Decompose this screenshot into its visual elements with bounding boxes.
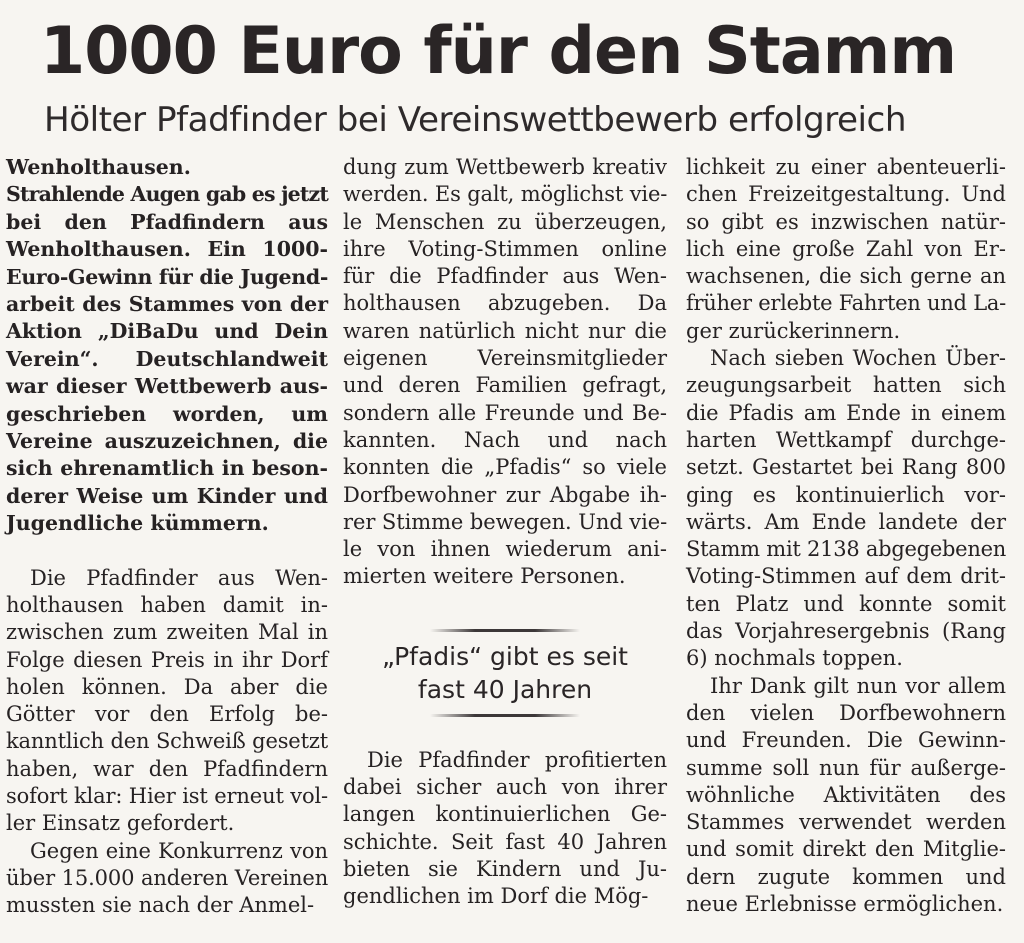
text-column-1: [6, 154, 328, 920]
text-line: Dorfbewohner zur Abgabe ih-: [343, 482, 667, 507]
body-paragraph: [343, 747, 667, 911]
text-line: Verein“. Deutschlandweit: [6, 346, 328, 371]
text-line: wachsenen, die sich gerne an: [686, 264, 1006, 289]
text-line: Stamm mit 2138 abgegebenen: [686, 537, 1006, 562]
text-line: mierten weitere Personen.: [343, 564, 626, 589]
text-line: lich eine große Zahl von Er-: [686, 236, 1006, 261]
text-line: ging es kontinuierlich vor-: [686, 482, 1006, 507]
text-line: geschrieben worden, um: [6, 401, 328, 426]
text-line: wärts. Am Ende landete der: [686, 509, 1006, 534]
text-line: früher erlebte Fahrten und La-: [686, 291, 1006, 316]
text-line: zeugungsarbeit hatten sich: [686, 373, 1006, 398]
text-line: Vereine auszuzeichnen, die: [6, 429, 328, 454]
text-line: Gegen eine Konkurrenz von: [30, 838, 328, 863]
sub-heading-line: „Pfadis“ gibt es seit: [382, 641, 628, 671]
body-paragraph: [686, 154, 1006, 345]
text-line: le Menschen zu überzeugen,: [343, 209, 667, 234]
text-line: langen kontinuierlichen Ge-: [343, 802, 667, 827]
text-line: Folge diesen Preis in ihr Dorf: [6, 647, 328, 672]
text-line: holen können. Da aber die: [6, 674, 328, 699]
body-paragraph: [6, 838, 328, 920]
text-line: Wenholthausen. Ein 1000-: [6, 237, 328, 262]
text-line: bei den Pfadfindern aus: [6, 209, 328, 234]
text-line: war dieser Wettbewerb aus-: [6, 374, 328, 399]
text-line: Die Pfadfinder profitierten: [367, 747, 667, 772]
body-paragraph: [6, 565, 328, 838]
text-line: Jugendliche kümmern.: [6, 511, 269, 536]
sub-heading-line: fast 40 Jahren: [417, 674, 593, 704]
text-line: Aktion „DiBaDu und Dein: [6, 319, 328, 344]
text-line: kanntlich den Schweiß gesetzt: [6, 729, 328, 754]
text-line: mussten sie nach der Anmel-: [6, 893, 315, 918]
lead-paragraph: [6, 154, 328, 538]
text-line: Voting-Stimmen auf dem drit-: [686, 564, 1006, 589]
text-line: sich ehrenamtlich in beson-: [6, 456, 328, 481]
text-line: ihre Voting-Stimmen online: [343, 236, 667, 261]
text-line: Ihr Dank gilt nun vor allem: [710, 673, 1006, 698]
text-line: haben, war den Pfadfindern: [6, 756, 328, 781]
article-subheadline: Hölter Pfadfinder bei Vereinswettbewerb erfolgreich: [44, 100, 907, 140]
text-line: Strahlende Augen gab es jetzt: [6, 182, 328, 207]
text-line: den vielen Dorfbewohnern: [686, 700, 1006, 725]
text-line: werden. Es galt, möglichst vie-: [343, 182, 668, 207]
text-line: so gibt es inzwischen natür-: [686, 209, 1006, 234]
text-line: 6) nochmals toppen.: [686, 646, 903, 671]
text-line: Euro-Gewinn für die Jugend-: [6, 264, 329, 289]
text-line: neue Erlebnisse ermöglichen.: [686, 892, 1004, 917]
text-line: dabei sicher auch von ihrer: [343, 775, 667, 800]
text-line: schichte. Seit fast 40 Jahren: [343, 829, 667, 854]
text-line: eigenen Vereinsmitglieder: [343, 346, 667, 371]
text-line: arbeit des Stammes von der: [6, 292, 328, 317]
text-line: chen Freizeitgestaltung. Und: [686, 182, 1006, 207]
text-line: waren natürlich nicht nur die: [343, 318, 667, 343]
text-line: holthausen haben damit in-: [6, 592, 328, 617]
text-line: und somit direkt den Mitglie-: [686, 837, 1006, 862]
text-line: Nach sieben Wochen Über-: [710, 346, 1006, 371]
text-line: wöhnliche Aktivitäten des: [686, 782, 1006, 807]
text-line: holthausen abzugeben. Da: [343, 291, 667, 316]
text-line: gendlichen im Dorf die Mög-: [343, 884, 649, 909]
text-line: das Vorjahresergebnis (Rang: [686, 619, 1006, 644]
text-line: und Freunden. Die Gewinn-: [686, 728, 1006, 753]
paragraph-gap: [6, 538, 328, 565]
text-line: ten Platz und konnte somit: [686, 591, 1006, 616]
sub-heading: [343, 632, 667, 714]
text-line: dung zum Wettbewerb kreativ: [343, 155, 667, 179]
text-line: harten Wettkampf durchge-: [686, 427, 1006, 452]
text-line: sondern alle Freunde und Be-: [343, 400, 667, 425]
text-column-2: [343, 154, 667, 911]
text-line: Wenholthausen.: [6, 155, 191, 179]
text-line: konnten die „Pfadis“ so viele: [343, 455, 667, 480]
text-line: Die Pfadfinder aus Wen-: [30, 565, 328, 590]
text-column-3: [686, 154, 1006, 918]
text-line: die Pfadis am Ende in einem: [686, 400, 1006, 425]
text-line: lichkeit zu einer abenteuerli-: [686, 155, 1006, 179]
text-line: Götter vor den Erfolg be-: [6, 702, 328, 727]
text-line: über 15.000 anderen Vereinen: [6, 865, 329, 890]
text-line: le von ihnen wiederum ani-: [343, 537, 667, 562]
text-line: Stammes verwendet werden: [686, 810, 1006, 835]
text-line: dern zugute kommen und: [686, 864, 1006, 889]
text-line: bieten sie Kindern und Ju-: [343, 856, 667, 881]
body-paragraph: [686, 673, 1006, 919]
divider-bottom: [430, 714, 580, 717]
text-line: ger zurückerinnern.: [686, 318, 901, 343]
text-line: rer Stimme bewegen. Und vie-: [343, 509, 668, 534]
text-line: summe soll nun für außerge-: [686, 755, 1006, 780]
text-line: für die Pfadfinder aus Wen-: [343, 264, 667, 289]
text-line: setzt. Gestartet bei Rang 800: [686, 455, 1006, 480]
body-paragraph: [686, 345, 1006, 673]
text-line: und deren Familien gefragt,: [343, 373, 667, 398]
article-headline: 1000 Euro für den Stamm: [40, 14, 957, 89]
text-line: sofort klar: Hier ist erneut vol-: [6, 784, 328, 809]
text-line: derer Weise um Kinder und: [6, 483, 328, 508]
text-line: ler Einsatz gefordert.: [6, 811, 235, 836]
sub-heading-box: [343, 629, 667, 717]
text-line: kannten. Nach und nach: [343, 427, 667, 452]
text-line: zwischen zum zweiten Mal in: [6, 620, 328, 645]
body-paragraph: [343, 154, 667, 591]
